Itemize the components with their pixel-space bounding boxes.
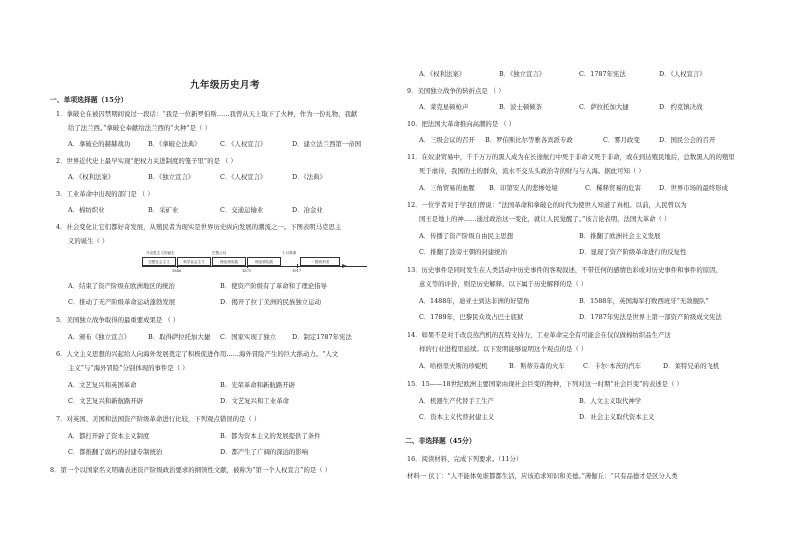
q10-option-d: D．国民公会的召开 [659, 136, 716, 144]
q9-option-a: A．莱克星顿枪声 [419, 103, 469, 111]
q16-stem: 16．阅读材料，完成下列要求。（11分） [407, 455, 523, 463]
q7-option-b: B．都为资本主义的发展提供了条件 [220, 432, 321, 440]
q4-stem-line1: 4．社会变化让它们都好奇发展，从殖民者为现实是世界历史纵向发展的潮流之一。下图表明马克思主 [56, 223, 342, 231]
q12-option-c: C．推翻了波旁王朝的封建统治 [419, 248, 507, 256]
q5-option-b: B．取得萨拉托加大捷 [148, 333, 211, 341]
q6-option-c: C．文艺复兴和新航路开辟 [68, 397, 144, 405]
q9-option-b: B．波士顿倾茶 [499, 103, 543, 111]
q13-options-row1 [419, 297, 709, 305]
q6-options-row1 [68, 381, 295, 389]
q4-option-d: D．揭开了拉丁美洲的民族独立运动 [220, 298, 321, 306]
q14-option-d: D．莱特兄弟的飞机 [663, 362, 720, 370]
q2-option-a: A．《权利法案》 [68, 173, 115, 181]
q6-options-row2 [68, 397, 289, 405]
timeline-tick-2 [247, 264, 248, 268]
q15-option-b: B．人文主义取代神学 [579, 397, 642, 405]
timeline-bar-5: 一国到多国 [300, 257, 340, 266]
q9-option-d: D．约克镇决战 [659, 103, 703, 111]
section-heading-2: 二、非选择题（45分） [405, 437, 476, 445]
q11-option-b: B．印第安人的悲惨处境 [489, 184, 558, 192]
q7-option-a: A．都打开辟了资本主义制度 [68, 432, 150, 440]
q9-options [419, 103, 702, 111]
q7-options-row2 [68, 448, 308, 456]
q13-option-b: B．1588年，英国海军打败西班牙“无敌舰队” [579, 297, 709, 305]
q12-options-row2 [419, 248, 686, 256]
q1-stem-line2: 给了法兰西。”拿破仑奉献给法兰西的“火种”是（ ） [68, 124, 211, 132]
timeline-arrow-icon [342, 264, 347, 268]
q15-options-row2 [419, 413, 654, 421]
timeline-bar-4: 理论到实践 [247, 257, 281, 266]
q3-option-b: B．采矿业 [148, 206, 179, 214]
q14-stem-line1: 14．如果不是对于改良蒸汽机的瓦特支持力，工业革命完全有可能会在仅仅做棉纺织品生产这 [407, 331, 671, 339]
q2-option-d: D．《法典》 [292, 173, 326, 181]
q11-options [419, 184, 728, 192]
q6-stem-line2: 主义”与“海外冒险”分别体现的事件是（ ） [68, 364, 189, 372]
timeline-tick-3 [297, 264, 298, 268]
timeline-top-label-3: 十月革命 [282, 251, 297, 255]
q1-option-d: D．建立法兰西第一帝国 [292, 140, 362, 148]
q11-stem-line2: 死于虐待，我国的土的群众，流水不交头头政治寺的财与与人海。据此可知（ ） [419, 167, 645, 175]
q8-options [419, 70, 706, 78]
q13-option-c: C．1789年，巴黎民众攻占巴士底狱 [419, 313, 524, 321]
timeline-year-1: 1848 [172, 269, 182, 273]
timeline-bar-1: 空想社会主义 [142, 257, 176, 266]
q10-options [419, 136, 715, 144]
q6-stem-line1: 6．人文主义思想的兴起给人向海外发展奠定了积极促进作用……海外冒险产生的巨大推动力。“人文 [56, 350, 339, 358]
q15-option-c: C．资本主义代替封建主义 [419, 413, 495, 421]
q9-option-c: C．萨拉托加大捷 [579, 103, 629, 111]
q12-stem-line1: 12．一位学者对于学我们曾说：“法国革命和拿破仑的时代为使世人知道了真相。以前，人民曾以为 [407, 201, 687, 209]
q15-options-row1 [419, 397, 641, 405]
q1-option-a: A．拿破仑的赫赫战功 [68, 140, 131, 148]
q5-option-a: A．颁布《独立宣言》 [68, 333, 131, 341]
q4-option-a: A．结束了资产阶级在欧洲地区的统治 [68, 282, 175, 290]
q12-option-b: B．推翻了欧洲社会主义发展 [579, 232, 661, 240]
q5-options [68, 333, 352, 341]
q7-options-row1 [68, 432, 321, 440]
q3-stem: 3．工业革命中出现的部门是 （ ） [56, 190, 154, 198]
q3-option-c: C．交通运输业 [220, 206, 264, 214]
q10-stem: 10．把法国大革命推向高潮的是 （ ） [407, 120, 516, 128]
q6-option-b: B．光荣革命和新航路开辟 [220, 381, 295, 389]
timeline-year-2: 1871 [242, 269, 252, 273]
q13-option-d: D．1787年宪法是世界上第一部资产阶级成文宪法 [579, 313, 722, 321]
q15-option-d: D．社会主义取代资本主义 [579, 413, 655, 421]
q5-stem: 5．美国独立战争取得的最重要成果是 （ ） [56, 316, 180, 324]
q3-option-a: A．棉纺织业 [68, 206, 105, 214]
q4-timeline-figure [142, 251, 382, 277]
q7-stem: 7．对英国、美国和法国资产阶级革命进行比较，下列观点错误的是（ ） [56, 415, 261, 423]
q14-stem-line2: 样的行业进程里延续。以下发明能够说明这个观点的是（ ） [419, 345, 588, 353]
q13-stem-line1: 13．历史事件是同时发生在人类活动中历史事件的客观叙述，不带任何的感情色彩或对历史事件和事件的原因、 [407, 266, 722, 274]
q2-options [68, 173, 326, 181]
q7-option-d: D．都产生了广阔的深远的影响 [220, 448, 309, 456]
q3-option-d: D．冶金业 [292, 206, 323, 214]
q10-option-c: C．雾月政变 [603, 136, 640, 144]
q14-option-b: B．斯蒂芬森的火车 [509, 362, 565, 370]
q6-option-d: D．文艺复兴和工业革命 [220, 397, 290, 405]
timeline-axis [142, 266, 367, 267]
q4-options-row2 [68, 298, 321, 306]
q13-options-row2 [419, 313, 722, 321]
q5-option-d: D．制定1787年宪法 [292, 333, 352, 341]
q3-options [68, 206, 323, 214]
q1-option-c: C．《人权宣言》 [220, 140, 267, 148]
q12-stem-line2: 国王是地上的神……通过政治这一变化，就让人民觉醒了。”该言论表明，法国大革命（ ） [419, 215, 671, 223]
q12-option-d: D．显现了资产阶级革命进行的反复性 [579, 248, 687, 256]
q8-option-c: C．1787年宪法 [579, 70, 626, 78]
timeline-top-label-2: 巴黎公社 [212, 251, 227, 255]
q2-option-b: B．《独立宣言》 [148, 173, 195, 181]
q9-stem: 9．美国独立战争的转折点是 （ ） [407, 87, 505, 95]
q8-option-d: D．《人权宣言》 [659, 70, 706, 78]
section-heading-1: 一、单项选择题（15分） [50, 96, 128, 104]
q8-option-a: A．《权利法案》 [419, 70, 466, 78]
q2-option-c: C．《人权宣言》 [220, 173, 267, 181]
q15-option-a: A．机器生产代替手工生产 [419, 397, 494, 405]
q8-stem: 8．第一个以国家名义明确表述资产阶级政治要求的纲领性文献，被称为“第一个人权宣言”的是（ ） [50, 466, 332, 474]
q14-option-a: A．哈格里夫斯的珍妮机 [419, 362, 488, 370]
q4-option-b: B．使资产阶级有了革命和了理论指导 [220, 282, 327, 290]
q2-stem: 2．世界近代史上最早实现“把权力关进制度的笼子里”的是 （ ） [56, 157, 237, 165]
q11-stem-line1: 11．在奴隶贸易中，千千万万的黑人成为在长途航行中死于非命又死于非命，或在到达殖民地后，总数黑人的的殖里 [407, 153, 735, 161]
q16-material-1: 材料一 伏丁：“人不能体免谁都都生活，应该追求知识和美德。”薄伽丘：“只有品德才是区分人类 [407, 472, 678, 480]
q10-option-b: B．罗伯斯比尔等雅各宾派专政 [485, 136, 573, 144]
q13-stem-line2: 意义等的评价，则是历史解释。以下属于历史解释的是（ ） [419, 280, 588, 288]
q1-stem-line1: 1．拿破仑在被囚禁期间说过一段话：“我是一位新罗伯斯……我曾从天上取下了火种，作为一份礼物，我献 [56, 110, 358, 118]
timeline-top-label-1: 马克思主义的诞生 [146, 251, 175, 255]
q4-stem-line2: 义的诞生（ ） [68, 237, 109, 245]
q13-option-a: A．1488年，迪亚士到达非洲的好望角 [419, 297, 530, 305]
q1-option-b: B．《拿破仑法典》 [148, 140, 201, 148]
timeline-bar-3: 理论到实践 [212, 257, 246, 266]
q4-options-row1 [68, 282, 327, 290]
q6-option-a: A．文艺复兴和英国革命 [68, 381, 137, 389]
q14-options [419, 362, 719, 370]
q11-option-a: A．三角贸易的血腥 [419, 184, 475, 192]
q4-option-c: C．推动了无产阶级革命运动蓬勃发展 [68, 298, 176, 306]
page-title: 九年级历史月考 [190, 80, 261, 91]
q8-option-b: B．《独立宣言》 [499, 70, 546, 78]
q10-option-a: A．三级会议的召开 [419, 136, 475, 144]
q11-option-c: C．稀释贸易的危害 [585, 184, 642, 192]
q14-option-c: C．卡尔·本茨的汽车 [583, 362, 642, 370]
q15-stem: 15．15——18世纪欧洲主要国家由现社会巨变的物种，下列对这一时期“社会巨变”的表述是（ ） [407, 380, 683, 388]
timeline-tick-1 [177, 264, 178, 268]
timeline-year-3: 1917 [292, 269, 302, 273]
q11-option-d: D．世界市场的最终形成 [659, 184, 729, 192]
q7-option-c: C．都推翻了腐朽的封建专制统治 [68, 448, 163, 456]
q12-options-row1 [419, 232, 660, 240]
q5-option-c: C．国家实现了独立 [220, 333, 277, 341]
timeline-bar-2: 科学社会主义 [177, 257, 211, 266]
q12-option-a: A．传播了资产阶级自由民主思想 [419, 232, 514, 240]
q1-options [68, 140, 361, 148]
